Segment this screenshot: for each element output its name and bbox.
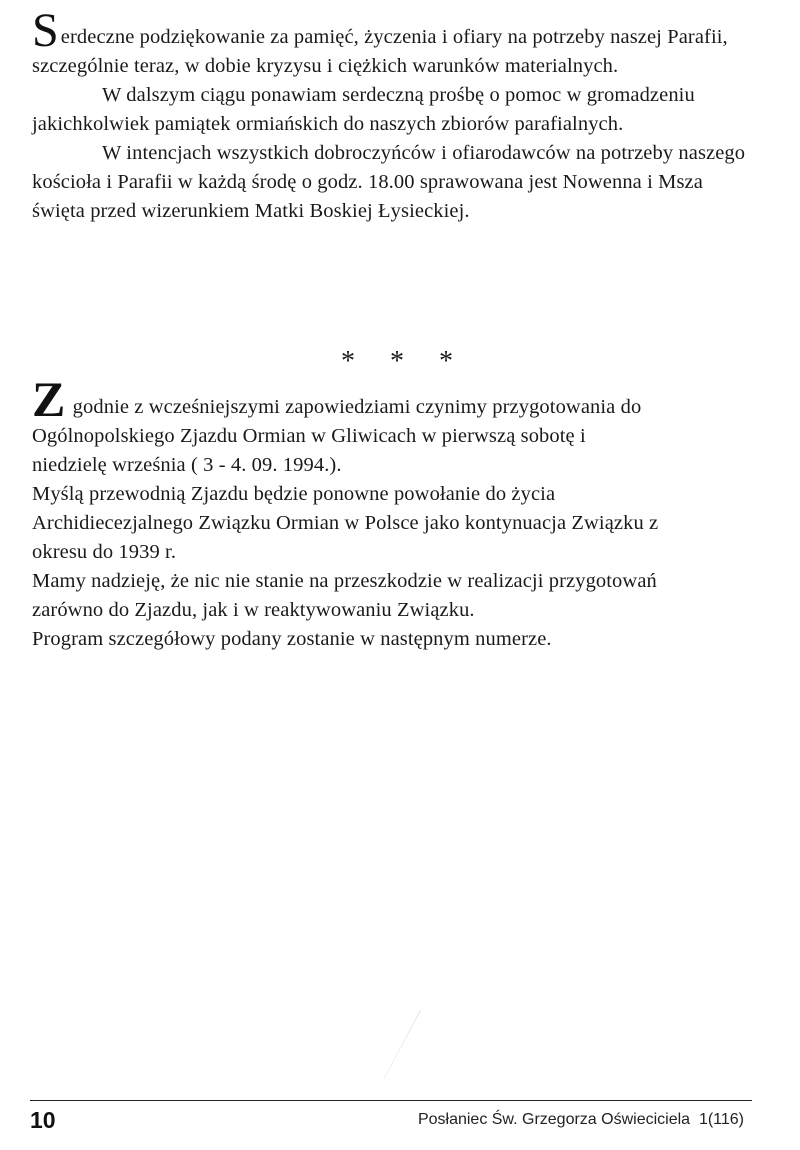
announcement-section-2 xyxy=(32,371,752,654)
text-line: Mamy nadzieję, że nic nie stanie na przeszkodzie w realizacji przygotowań xyxy=(32,570,657,592)
text-line: niedzielę września ( 3 - 4. 09. 1994.). xyxy=(32,454,342,476)
drop-cap-s: S xyxy=(32,4,59,57)
text-line: Ogólnopolskiego Zjazdu Ormian w Gliwicach w pierwszą sobotę i xyxy=(32,425,586,447)
announcement-section-1 xyxy=(32,4,752,226)
section-separator: * * * xyxy=(341,346,467,377)
page-number: 10 xyxy=(30,1107,56,1133)
scan-artifact xyxy=(382,1010,420,1081)
text-line: okresu do 1939 r. xyxy=(32,541,177,563)
paragraph-thanks xyxy=(32,4,752,81)
text-line-content: godnie z wcześniejszymi zapowiedziami czynimy przygotowania do xyxy=(67,396,642,418)
text-line: Archidiecezjalnego Związku Ormian w Polsce jako kontynuacja Związku z xyxy=(32,512,659,534)
text-line: zarówno do Zjazdu, jak i w reaktywowaniu Związku. xyxy=(32,599,475,621)
text-line: Program szczegółowy podany zostanie w następnym numerze. xyxy=(32,628,552,650)
text-line: Myślą przewodnią Zjazdu będzie ponowne powołanie do życia xyxy=(32,483,556,505)
issue-number: 1(116) xyxy=(698,1111,744,1128)
paragraph-novena: W intencjach wszystkich dobroczyńców i ofiarodawców na potrzeby naszego kościoła i Parafii w każdą środę o godz. 18.00 sprawowana jest Nowenna i Msza święta przed wizerunkiem Matki Boskiej Łysieckiej. xyxy=(32,142,746,222)
running-footer xyxy=(418,1111,744,1129)
publication-title: Posłaniec Św. Grzegorza Oświeciciela xyxy=(417,1111,691,1128)
text-line xyxy=(32,371,752,427)
paragraph-thanks-text: erdeczne podziękowanie za pamięć, życzenia i ofiary na potrzeby naszej Parafii, szczególnie teraz, w dobie kryzysu i ciężkich warunków materialnych. xyxy=(32,26,728,77)
footer-divider xyxy=(30,1100,752,1101)
drop-cap-z: Z xyxy=(32,371,66,427)
paragraph-request: W dalszym ciągu ponawiam serdeczną prośbę o pomoc w gromadzeniu jakichkolwiek pamiątek ormiańskich do naszych zbiorów parafialnych. xyxy=(32,84,695,135)
